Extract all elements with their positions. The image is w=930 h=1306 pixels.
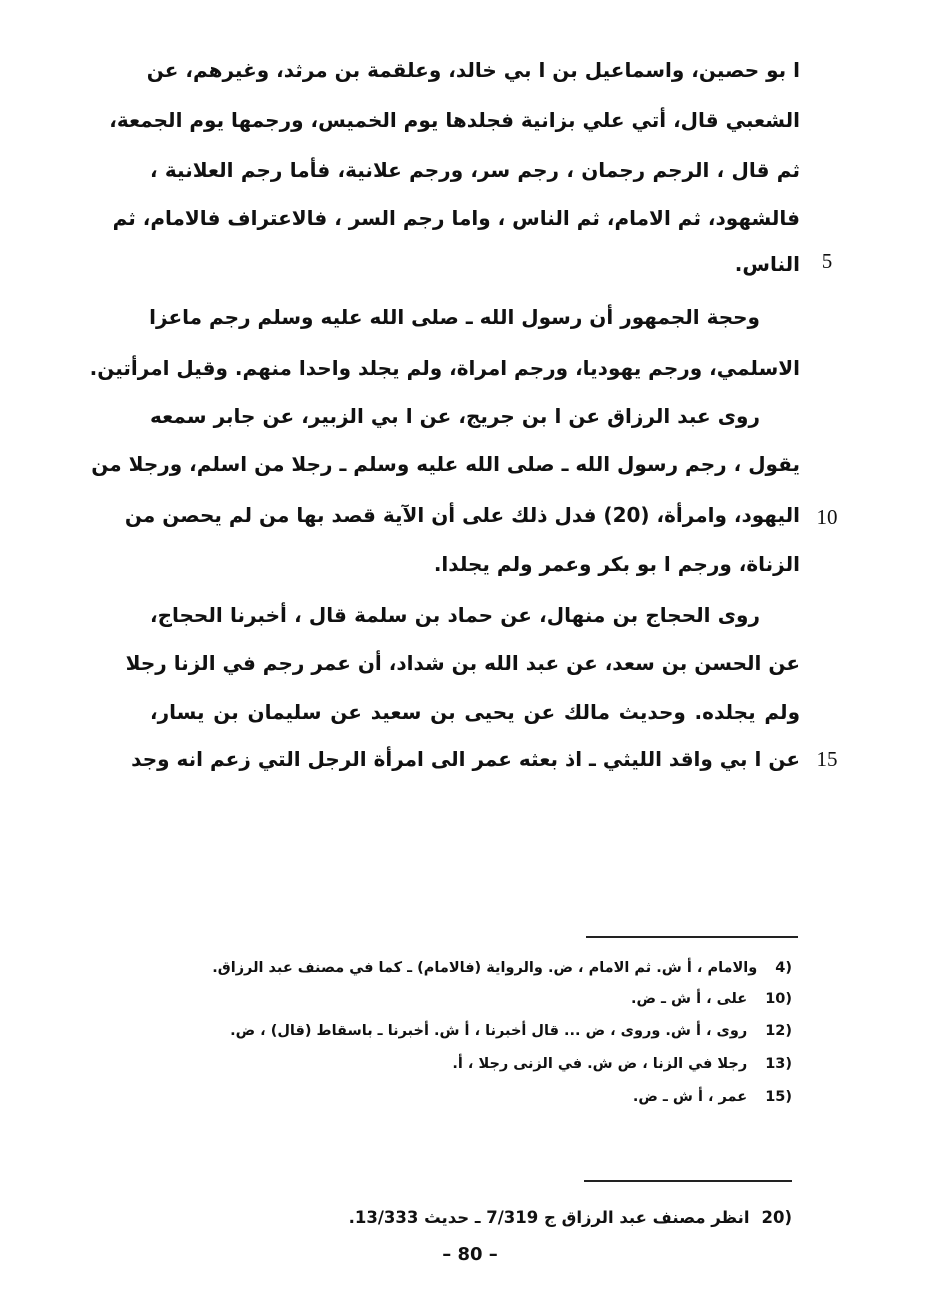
body-line: الشعبي قال، أتي علي بزانية فجلدها يوم الخميس، ورجمها يوم الجمعة، <box>109 108 800 132</box>
body-line: الزناة، ورجم ا بو بكر وعمر ولم يجلدا. <box>433 552 800 576</box>
footnote-number: 10) <box>765 991 792 1007</box>
footnote-number: 13) <box>765 1056 792 1072</box>
paragraph-start-line: روى عبد الرزاق عن ا بن جريج، عن ا بي الزبير، عن جابر سمعه <box>150 404 760 428</box>
footnote-text: رجلا في الزنا ، ض ش. في الزنى رجلا ، أ. <box>452 1056 748 1072</box>
line-number: 5 <box>821 249 833 273</box>
reference-number: 20) <box>761 1208 792 1227</box>
footnote <box>180 1082 792 1112</box>
body-line: الناس. <box>734 252 800 276</box>
footnote-text: والامام ، أ ش. ثم الامام ، ض. والرواية (فالامام) ـ كما في مصنف عبد الرزاق. <box>212 960 758 976</box>
page-number: – 80 – <box>442 1244 498 1265</box>
footnote-number: 15) <box>765 1089 792 1105</box>
footnote <box>180 984 792 1014</box>
footnote <box>180 1016 792 1046</box>
body-line: ثم قال ، الرجم رجمان ، رجم سر، ورجم علانية، فأما رجم العلانية ، <box>150 158 800 182</box>
footnote <box>180 953 792 983</box>
footnote <box>180 1049 792 1079</box>
footnote-text: عمر ، أ ش ـ ض. <box>632 1089 748 1105</box>
body-line: ولم يجلده. وحديث مالك عن يحيى بن سعيد عن سليمان بن يسار، <box>150 700 800 724</box>
body-line: عن ا بي واقد الليثي ـ اذ بعثه عمر الى امرأة الرجل التي زعم انه وجد <box>131 747 800 771</box>
footnote-divider <box>586 936 798 938</box>
reference-divider <box>584 1180 792 1182</box>
body-line: ا بو حصين، واسماعيل بن ا بي خالد، وعلقمة بن مرثد، وغيرهم، عن <box>146 58 800 82</box>
footnote-number: 12) <box>765 1023 792 1039</box>
paragraph-start-line: وحجة الجمهور أن رسول الله ـ صلى الله عليه وسلم رجم ماعزا <box>149 305 760 329</box>
paragraph-start-line: روى الحجاج بن منهال، عن حماد بن سلمة قال ، أخبرنا الحجاج، <box>150 603 760 627</box>
reference-text: انظر مصنف عبد الرزاق ج 7/319 ـ حديث 13/333. <box>348 1208 750 1227</box>
line-number: 15 <box>816 747 838 771</box>
reference-note <box>300 1202 792 1234</box>
footnote-text: على ، أ ش ـ ض. <box>630 991 748 1007</box>
footnote-number: 4) <box>775 960 792 976</box>
line-number: 10 <box>816 505 838 529</box>
body-line: فالشهود، ثم الامام، ثم الناس ، واما رجم السر ، فالاعتراف فالامام، ثم <box>112 206 800 230</box>
body-line: اليهود، وامرأة، (20) فدل ذلك على أن الآية قصد بها من لم يحصن من <box>124 503 800 527</box>
body-line: الاسلمي، ورجم يهوديا، ورجم امراة، ولم يجلد واحدا منهم. وقيل امرأتين. <box>89 356 800 380</box>
body-line: يقول ، رجم رسول الله ـ صلى الله عليه وسلم ـ رجلا من اسلم، ورجلا من <box>91 452 800 476</box>
footnote-text: روى ، أ ش. وروى ، ض ... قال أخبرنا ، أ ش. أخبرنا ـ باسقاط (قال) ، ض. <box>230 1023 748 1039</box>
body-line: عن الحسن بن سعد، عن عبد الله بن شداد، أن عمر رجم في الزنا رجلا <box>125 651 800 675</box>
